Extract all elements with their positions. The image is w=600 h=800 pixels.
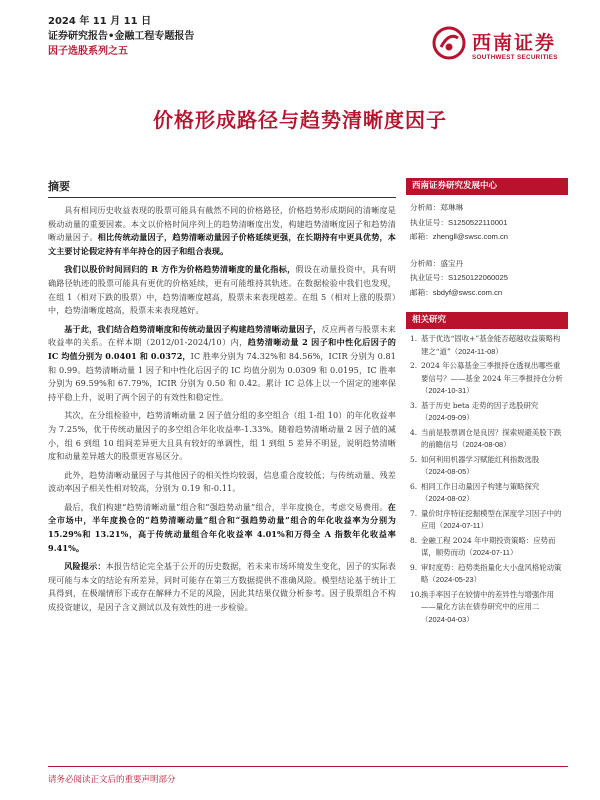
related-research-heading: 相关研究 bbox=[406, 312, 568, 329]
related-item-date: （2024-05-23） bbox=[428, 575, 481, 584]
related-research-item[interactable] bbox=[410, 333, 564, 358]
related-item-number: 1. bbox=[410, 334, 418, 343]
related-research-item[interactable] bbox=[410, 454, 564, 479]
related-item-number: 7. bbox=[410, 508, 418, 518]
related-item-date: （2024-10-31） bbox=[421, 386, 474, 395]
analyst-email[interactable]: 邮箱：sbdyf@swsc.com.cn bbox=[410, 287, 503, 297]
text-run: 基于此，我们结合趋势清晰度和传统动量因子构建趋势清晰动量因子， bbox=[64, 323, 322, 334]
report-header bbox=[48, 14, 568, 74]
company-logo bbox=[432, 24, 562, 70]
analyst-license: 执业证号：S1250122060025 bbox=[410, 273, 508, 282]
footer-divider bbox=[48, 766, 568, 767]
report-type: 证券研究报告•金融工程专题报告 bbox=[48, 31, 195, 42]
analyst-name: 分析师：盛宝丹 bbox=[410, 258, 464, 268]
abstract-paragraph-3 bbox=[48, 323, 396, 405]
related-item-date: （2024-08-02） bbox=[421, 494, 474, 503]
abstract-section bbox=[48, 178, 396, 620]
related-research-item[interactable] bbox=[410, 360, 564, 398]
related-item-text bbox=[421, 481, 564, 506]
logo-chinese-name: 西南证券 bbox=[472, 32, 557, 54]
analyst-email[interactable]: 邮箱：zhengll@swsc.com.cn bbox=[410, 232, 509, 241]
text-run: 我们以股价时间回归的 R 方作为价格趋势清晰度的量化指标， bbox=[64, 264, 296, 275]
related-research-item[interactable] bbox=[410, 400, 564, 425]
logo-english-name: SOUTHWEST SECURITIES bbox=[472, 54, 558, 61]
related-item-date: （2024-04-03） bbox=[421, 614, 474, 624]
related-item-title: 审时度势：趋势类指量化大小盘风格轮动策略 bbox=[421, 562, 562, 584]
related-research-item[interactable] bbox=[410, 589, 564, 627]
sidebar bbox=[406, 178, 568, 628]
text-run: IC 胜率分别为 74.32%和 84.56%，ICIR 分别为 0.81 和 0.99。趋势清晰动量 1 因子和中性化后因子的 IC 均值分别为 0.0309 和 0.0195，IC 胜率分别为 69.59%和 67.79%，ICIR 分别为 0.50 和 0.42。累计 IC 总体上以一个固定的速率保持平稳上升，说明了两个因子的有效性和稳定性。 bbox=[48, 350, 396, 402]
abstract-paragraph-4: 其次，在分组检验中，趋势清晰动量 2 因子值分组的多空组合（组 1-组 10）的年化收益率为 7.25%，优于传统动量因子的多空组合年化收益率-1.33%。随着趋势清晰动量 2 因子值的减小，组 6 到组 10 组间差异更大且具有较好的单调性，组 1 到组 5 差异不明显，说明趋势清晰度和动量差异越大的股票更容易区分。 bbox=[48, 410, 396, 462]
related-item-title: 量价时序特征挖掘模型在深度学习因子中的应用 bbox=[421, 508, 562, 530]
related-item-number: 2. bbox=[410, 361, 418, 370]
risk-warning bbox=[48, 560, 396, 614]
related-research-list bbox=[406, 329, 568, 626]
related-item-text bbox=[421, 333, 564, 358]
related-research-item[interactable] bbox=[410, 508, 564, 533]
related-research-item[interactable] bbox=[410, 535, 564, 560]
report-series: 因子选股系列之五 bbox=[48, 46, 128, 57]
related-item-date: （2024-08-08） bbox=[457, 440, 511, 449]
text-run: 趋势清晰动量 2 因子和中性化后因子的 IC 均值分别为 0.0401 和 0.0372， bbox=[48, 337, 397, 361]
related-item-title: 相同工作日动量因子构建与策略探究 bbox=[421, 481, 540, 491]
analyst-license: 执业证号：S1250522110001 bbox=[410, 217, 508, 227]
related-research bbox=[406, 312, 568, 626]
related-item-text bbox=[421, 535, 564, 560]
report-title: 价格形成路径与趋势清晰度因子 bbox=[153, 108, 447, 132]
abstract-paragraph-5: 此外，趋势清晰动量因子与其他因子的相关性均较弱，信息重合度较低；与传统动量、残差波动率因子相关性相对较高，分别为 0.19 和-0.11。 bbox=[48, 469, 396, 494]
related-research-item[interactable] bbox=[410, 427, 564, 452]
abstract-paragraph-2 bbox=[48, 263, 396, 317]
related-item-text bbox=[421, 508, 564, 533]
text-run: 在全市场中，半年度换仓的“趋势清晰动量”组合和“强趋势动量”组合的年化收益率为分别为 15.29%和 13.21%，高于传统动量组合年化收益率 4.01%和万得全 A 指数年化收益率 9.41%。 bbox=[48, 501, 396, 553]
related-item-title: 基于优选“固收+”基金能否超越收益策略构建之“道” bbox=[421, 334, 561, 356]
footer-disclaimer[interactable]: 请务必阅读正文后的重要声明部分 bbox=[48, 775, 176, 785]
related-item-number: 4. bbox=[410, 427, 418, 437]
related-item-date: （2024-09-09） bbox=[421, 413, 474, 422]
related-item-text bbox=[421, 427, 564, 452]
logo-mark-icon bbox=[432, 26, 466, 60]
analyst-name: 分析师：郑琳琳 bbox=[410, 203, 464, 212]
related-item-text bbox=[421, 589, 564, 627]
related-item-title: 当前是股票调仓是良因？探索规避美股下跌的前瞻信号 bbox=[421, 427, 562, 449]
report-date: 2024 年 11 月 11 日 bbox=[48, 16, 152, 27]
analyst-card bbox=[406, 195, 568, 247]
related-item-title: 如何利用机器学习赋能红利指数选股 bbox=[421, 454, 540, 464]
related-item-title: 换手率因子在较情中的差异性与增强作用——量化方法在债券研究中的应用二 bbox=[421, 589, 555, 611]
related-item-title: 2024 年公募基金三季报持仓透视出哪些重要信号？——基金 2024 年三季报持仓分析 bbox=[421, 361, 563, 383]
abstract-paragraph-1 bbox=[48, 204, 396, 258]
text-run: 具有相同历史收益表现的股票可能具有截然不同的价格路径，价格趋势形成期间的清晰度是极动动量的重要因素。本文以价格时间序列上的趋势清晰度出发，构建趋势清晰度因子和趋势清晰动量因子。 bbox=[48, 205, 396, 243]
risk-warning-text: 本报告结论完全基于公开的历史数据，若未来市场环境发生变化，因子的实际表现可能与本文的结论有所差异，同时可能存在第三方数据提供不准确风险。模型结论基于统计工具得到，在极端情形下或存在解释力不足的风险，因此其结果仅做分析参考。因子股票组合不构成投资建议，是因子含义测试以及有效性的进一步检验。 bbox=[48, 561, 396, 613]
related-item-date: （2024-07-11） bbox=[435, 521, 488, 530]
related-item-number: 10. bbox=[410, 589, 422, 599]
related-item-text bbox=[421, 562, 564, 587]
related-item-date: （2024-08-05） bbox=[421, 467, 474, 476]
related-item-number: 9. bbox=[410, 562, 418, 572]
related-item-number: 8. bbox=[410, 535, 418, 545]
risk-warning-label: 风险提示： bbox=[64, 561, 106, 572]
research-center-heading: 西南证券研究发展中心 bbox=[406, 178, 568, 195]
related-research-item[interactable] bbox=[410, 562, 564, 587]
related-item-text bbox=[421, 400, 564, 425]
text-run: 假设在动量投资中，具有明确路径轨迹的股票可能具有更优的价格延续，更有可能维持其轨迹。在数据检验中我们也发现，在组 1（相对下跌的股票）中，趋势清晰度越高，股票未来表现越差。在组 5（相对上涨的股票）中，趋势清晰度越高，股票未来表现越好。 bbox=[48, 264, 397, 316]
related-item-date: （2024-07-11） bbox=[465, 548, 518, 557]
text-run: 反应两者与股票未来收益率的关系。在样本期（2012/01-2024/10）内， bbox=[48, 323, 396, 348]
related-item-number: 5. bbox=[410, 454, 418, 464]
related-item-text bbox=[421, 360, 564, 398]
related-item-number: 3. bbox=[410, 400, 418, 410]
related-research-item[interactable] bbox=[410, 481, 564, 506]
analyst-card bbox=[406, 251, 568, 303]
related-item-text bbox=[421, 454, 564, 479]
text-run: 相比传统动量因子，趋势清晰动量因子价格延续更强，在长期持有中更具优势，本文主要讨论假定持有半年持仓的因子和组合表现。 bbox=[48, 232, 396, 256]
text-run: 最后，我们构建“趋势清晰动量”组合和“强趋势动量”组合，半年度换仓，考虑交易费用。 bbox=[64, 501, 388, 512]
related-item-title: 基于历史 beta 走势的因子选股研究 bbox=[421, 400, 539, 410]
related-item-title: 金融工程 2024 年中期投资策略：应势而谋，顺势而动 bbox=[421, 535, 556, 557]
related-item-number: 6. bbox=[410, 481, 418, 491]
abstract-heading: 摘要 bbox=[48, 178, 396, 198]
abstract-paragraph-6 bbox=[48, 501, 396, 555]
related-item-date: （2024-11-08） bbox=[450, 346, 503, 356]
